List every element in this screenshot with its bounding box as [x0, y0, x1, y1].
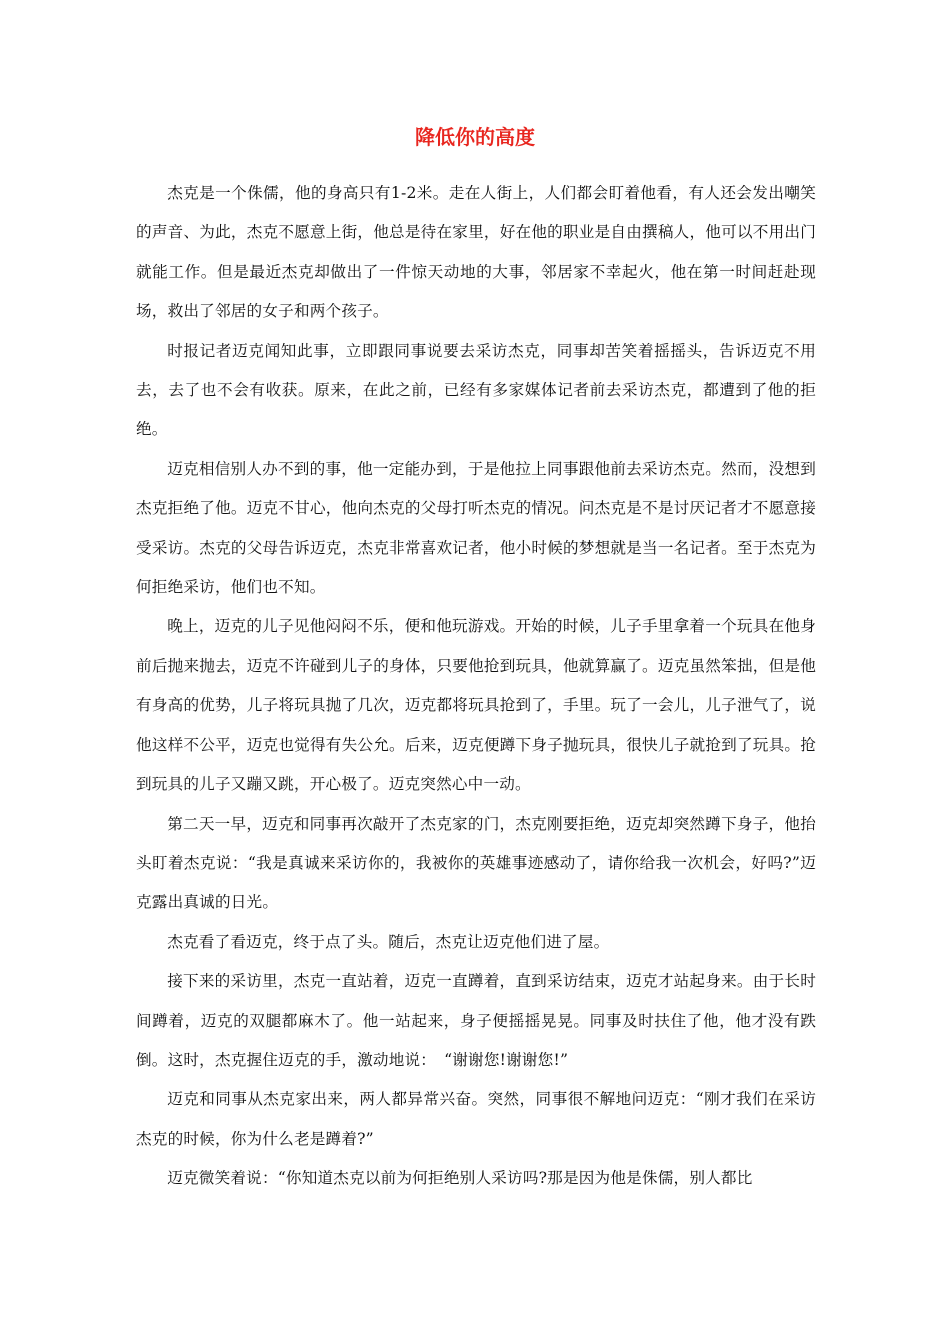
document-body: [136, 174, 816, 1199]
paragraph-1: 杰克是一个侏儒，他的身高只有1-2米。走在人街上，人们都会盯着他看，有人还会发出嘲笑的声音、为此，杰克不愿意上街，他总是待在家里，好在他的职业是自由撰稿人，他可以不用出门就能工作。但是最近杰克却做出了一件惊天动地的大事，邻居家不幸起火，他在第一时间赶赴现场，救出了邻居的女子和两个孩子。: [136, 184, 816, 321]
paragraph-2: 时报记者迈克闻知此事，立即跟同事说要去采访杰克，同事却苦笑着摇摇头，告诉迈克不用去，去了也不会有收获。原来，在此之前，已经有多家媒体记者前去采访杰克，都遭到了他的拒绝。: [136, 341, 816, 439]
paragraph-8: 迈克和同事从杰克家出来，两人都异常兴奋。突然，同事很不解地问迈克：“刚才我们在采访杰克的时候，你为什么老是蹲着?”: [136, 1090, 816, 1148]
paragraph-3: 迈克相信别人办不到的事，他一定能办到，于是他拉上同事跟他前去采访杰克。然而，没想到杰克拒绝了他。迈克不甘心，他向杰克的父母打听杰克的情况。问杰克是不是讨厌记者才不愿意接受采访。杰克的父母告诉迈克，杰克非常喜欢记者，他小时候的梦想就是当一名记者。至于杰克为何拒绝采访，他们也不知。: [136, 459, 816, 597]
paragraph-5: 第二天一早，迈克和同事再次敲开了杰克家的门，杰克刚要拒绝，迈克却突然蹲下身子，他抬头盯着杰克说：“我是真诚来采访你的，我被你的英雄事迹感动了，请你给我一次机会，好吗?”迈克露出真诚的日光。: [136, 814, 816, 912]
paragraph-7: 接下来的采访里，杰克一直站着，迈克一直蹲着，直到采访结束，迈克才站起身来。由于长时间蹲着，迈克的双腿都麻木了。他一站起来，身子便摇摇晃晃。同事及时扶住了他，他才没有跌倒。这时，杰克握住迈克的手，激动地说： “谢谢您!谢谢您!”: [136, 972, 816, 1069]
document-title: 降低你的高度: [415, 125, 535, 149]
paragraph-9: 迈克微笑着说：“你知道杰克以前为何拒绝别人采访吗?那是因为他是侏儒，别人都比: [167, 1169, 753, 1188]
paragraph-4: 晚上，迈克的儿子见他闷闷不乐，便和他玩游戏。开始的时候，儿子手里拿着一个玩具在他身前后抛来抛去，迈克不许碰到儿子的身体，只要他抢到玩具，他就算赢了。迈克虽然笨拙，但是他有身高的优势，儿子将玩具抛了几次，迈克都将玩具抢到了，手里。玩了一会儿，儿子泄气了，说他这样不公平，迈克也觉得有失公允。后来，迈克便蹲下身子抛玩具，很快儿子就抢到了玩具。抢到玩具的儿子又蹦又跳，开心极了。迈克突然心中一动。: [136, 617, 816, 794]
paragraph-6: 杰克看了看迈克，终于点了头。随后，杰克让迈克他们进了屋。: [167, 932, 610, 951]
